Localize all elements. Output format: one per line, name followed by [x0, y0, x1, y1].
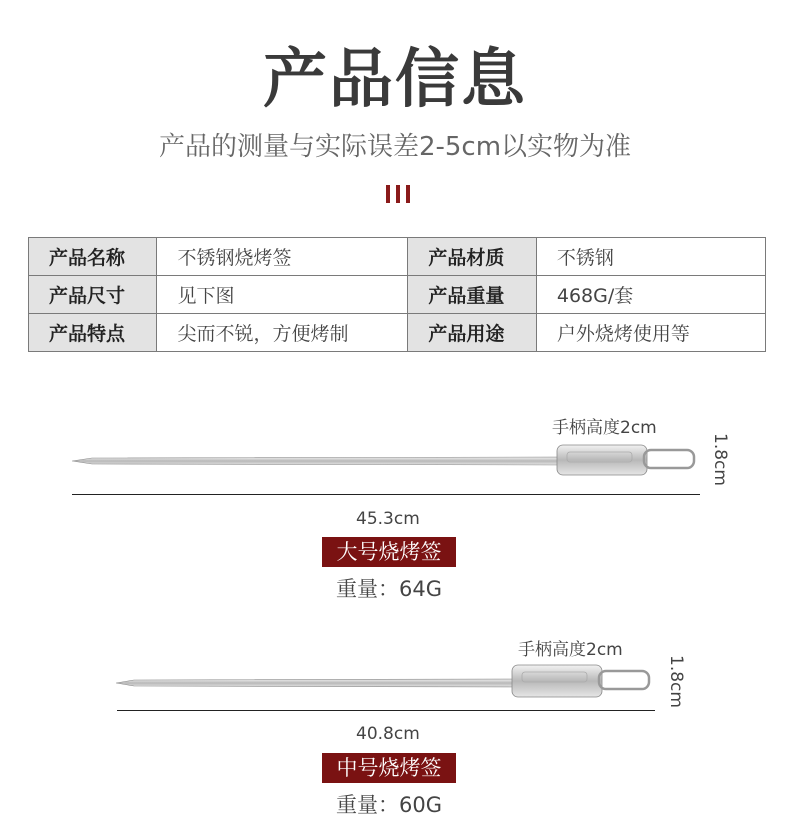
large-name-tag: 大号烧烤签	[322, 537, 456, 567]
large-weight: 重量：64G	[336, 577, 442, 601]
table-row	[29, 276, 766, 314]
cell-key: 产品特点	[29, 314, 157, 352]
product-info-table	[28, 237, 766, 352]
large-length-rule	[72, 494, 700, 495]
cell-key: 产品用途	[408, 314, 536, 352]
cell-key: 产品材质	[408, 238, 536, 276]
table-row	[29, 238, 766, 276]
large-side-label: 1.8cm	[710, 433, 730, 486]
cell-value: 468G/套	[536, 276, 765, 314]
cell-value: 不锈钢烧烤签	[157, 238, 408, 276]
medium-side-label: 1.8cm	[666, 655, 686, 708]
medium-weight: 重量：60G	[336, 793, 442, 817]
divider-bars	[383, 185, 413, 203]
cell-key: 产品重量	[408, 276, 536, 314]
medium-handle-height-label: 手柄高度2cm	[518, 640, 623, 660]
table-row	[29, 314, 766, 352]
cell-value: 户外烧烤使用等	[536, 314, 765, 352]
cell-value: 不锈钢	[536, 238, 765, 276]
large-handle-height-label: 手柄高度2cm	[552, 418, 657, 438]
medium-length-label: 40.8cm	[356, 724, 420, 744]
large-length-label: 45.3cm	[356, 509, 420, 529]
large-skewer-image	[72, 440, 702, 480]
medium-skewer-image	[116, 662, 661, 702]
page-title: 产品信息	[263, 43, 527, 117]
medium-length-rule	[117, 710, 655, 711]
medium-name-tag: 中号烧烤签	[322, 753, 456, 783]
cell-key: 产品名称	[29, 238, 157, 276]
cell-value: 见下图	[157, 276, 408, 314]
cell-key: 产品尺寸	[29, 276, 157, 314]
cell-value: 尖而不锐，方便烤制	[157, 314, 408, 352]
page-subtitle: 产品的测量与实际误差2-5cm以实物为准	[158, 132, 632, 162]
